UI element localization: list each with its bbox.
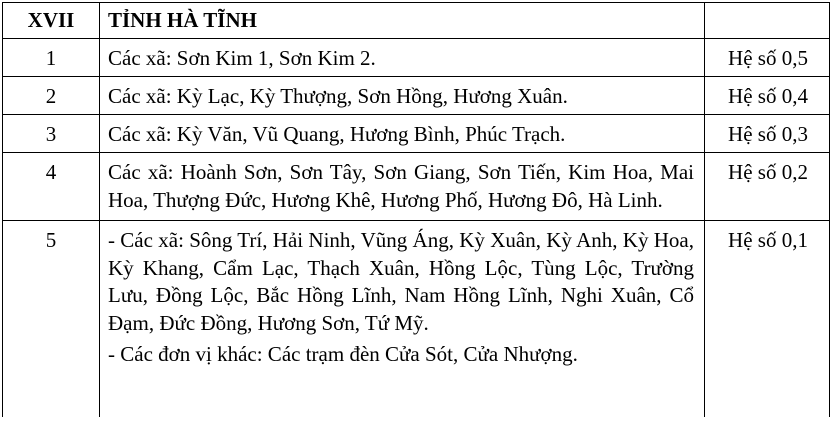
table-row (3, 77, 830, 115)
row-number: 5 (3, 221, 100, 418)
coefficient-table (2, 2, 830, 417)
row-text: Các xã: Kỳ Văn, Vũ Quang, Hương Bình, Phúc Trạch. (100, 115, 705, 153)
table-row (3, 153, 830, 221)
row-coefficient: Hệ số 0,4 (705, 77, 830, 115)
row-coefficient: Hệ số 0,5 (705, 39, 830, 77)
section-title: TỈNH HÀ TĨNH (100, 3, 705, 39)
table-row (3, 221, 830, 418)
section-header-row (3, 3, 830, 39)
row-text-cell (100, 221, 705, 418)
row-coefficient: Hệ số 0,2 (705, 153, 830, 221)
table-row (3, 39, 830, 77)
row-number: 3 (3, 115, 100, 153)
row-text: - Các xã: Sông Trí, Hải Ninh, Vũng Áng, Kỳ Xuân, Kỳ Anh, Kỳ Hoa, Kỳ Khang, Cẩm Lạc, Thạch Xuân, Hồng Lộc, Tùng Lộc, Trường Lưu, Đồng Lộc, Bắc Hồng Lĩnh, Nam Hồng Lĩnh, Nghi Xuân, Cổ Đạm, Đức Đồng, Hương Sơn, Tứ Mỹ. (108, 228, 694, 335)
row-text: Các xã: Hoành Sơn, Sơn Tây, Sơn Giang, Sơn Tiến, Kim Hoa, Mai Hoa, Thượng Đức, Hương Khê, Hương Phố, Hương Đô, Hà Linh. (100, 153, 705, 221)
row-text-other-units: - Các đơn vị khác: Các trạm đèn Cửa Sót, Cửa Nhượng. (108, 342, 578, 366)
row-number: 4 (3, 153, 100, 221)
row-coefficient: Hệ số 0,1 (705, 221, 830, 418)
row-text: Các xã: Kỳ Lạc, Kỳ Thượng, Sơn Hồng, Hương Xuân. (100, 77, 705, 115)
row-number: 1 (3, 39, 100, 77)
row-text: Các xã: Sơn Kim 1, Sơn Kim 2. (100, 39, 705, 77)
section-coef (705, 3, 830, 39)
row-number: 2 (3, 77, 100, 115)
section-number: XVII (3, 3, 100, 39)
table-row (3, 115, 830, 153)
row-coefficient: Hệ số 0,3 (705, 115, 830, 153)
